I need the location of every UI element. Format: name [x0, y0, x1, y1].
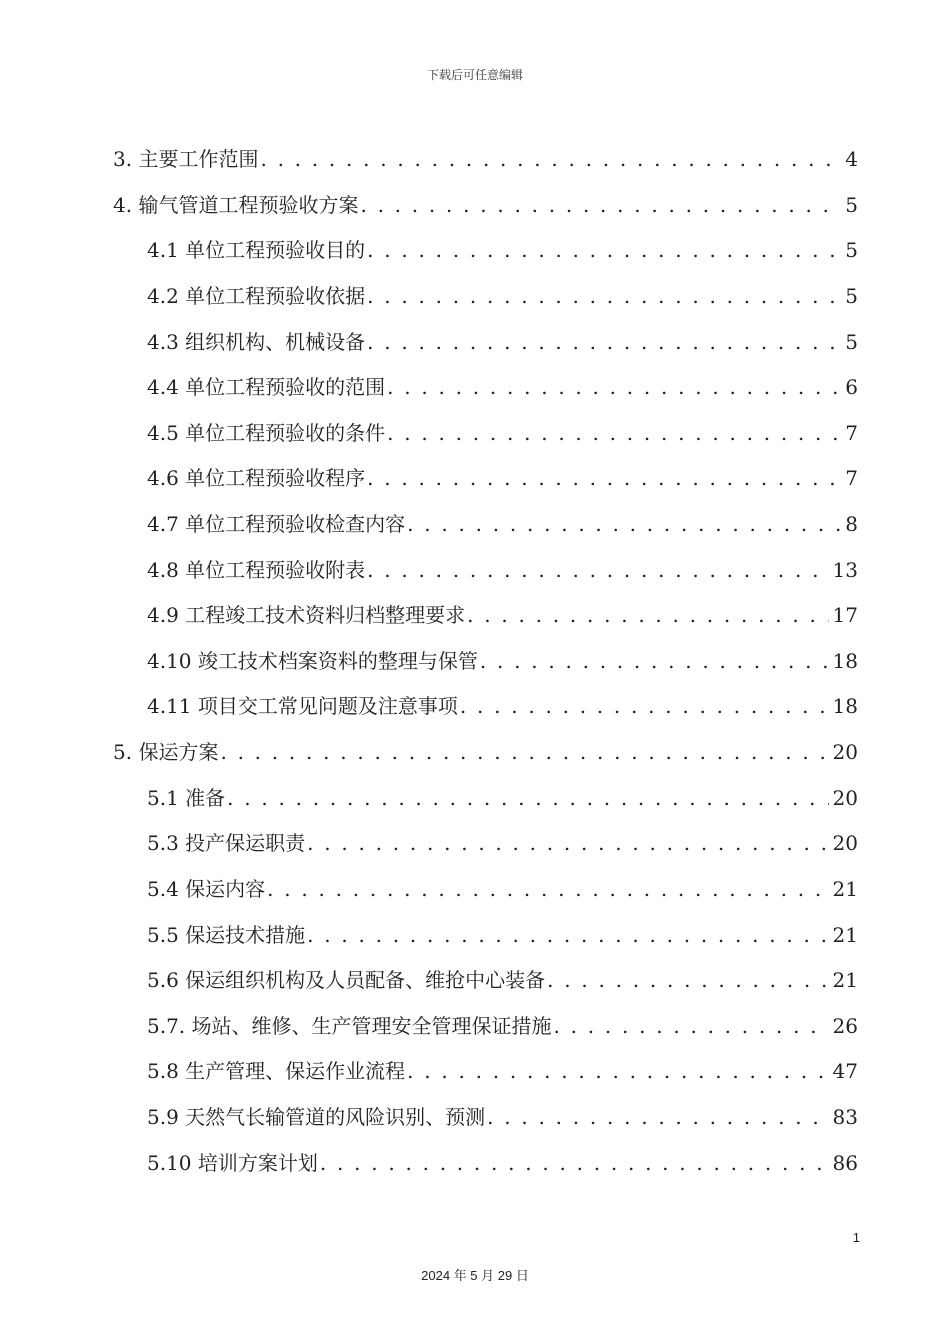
- toc-dot-leader: [367, 236, 841, 264]
- toc-entry-page: 8: [845, 512, 858, 536]
- toc-entry-label: 5.4 保运内容: [147, 877, 266, 901]
- toc-entry-label: 4.11 项目交工常见问题及注意事项: [147, 694, 458, 718]
- toc-entry-page: 21: [832, 923, 858, 947]
- toc-entry-label: 4.2 单位工程预验收依据: [147, 284, 366, 308]
- toc-dot-leader: [367, 464, 841, 492]
- toc-entry-page: 18: [832, 694, 858, 718]
- toc-dot-leader: [360, 191, 841, 219]
- toc-entry-page: 7: [845, 466, 858, 490]
- toc-dot-leader: [307, 829, 828, 857]
- toc-entry-page: 6: [845, 375, 858, 399]
- toc-entry-label: 5.7. 场站、维修、生产管理安全管理保证措施: [147, 1014, 552, 1038]
- page-number: 1: [852, 1230, 860, 1245]
- toc-entry-4-6[interactable]: [147, 464, 858, 492]
- toc-entry-label: 4.10 竣工技术档案资料的整理与保管: [147, 649, 478, 673]
- toc-dot-leader: [480, 647, 829, 675]
- toc-entry-4-10[interactable]: [147, 647, 858, 675]
- toc-entry-4[interactable]: [113, 191, 858, 219]
- toc-entry-5-4[interactable]: [147, 875, 858, 903]
- toc-entry-5-7[interactable]: [147, 1012, 858, 1040]
- toc-dot-leader: [320, 1149, 829, 1177]
- toc-entry-page: 83: [832, 1105, 858, 1129]
- toc-entry-label: 4.9 工程竣工技术资料归档整理要求: [147, 603, 466, 627]
- toc-entry-page: 20: [832, 831, 858, 855]
- toc-entry-page: 5: [845, 330, 858, 354]
- toc-dot-leader: [547, 966, 828, 994]
- toc-entry-5-9[interactable]: [147, 1103, 858, 1131]
- toc-entry-page: 13: [832, 558, 858, 582]
- toc-entry-4-7[interactable]: [147, 510, 858, 538]
- toc-entry-5-5[interactable]: [147, 921, 858, 949]
- toc-dot-leader: [487, 1103, 828, 1131]
- toc-dot-leader: [307, 921, 828, 949]
- toc-entry-label: 5.6 保运组织机构及人员配备、维抢中心装备: [147, 968, 546, 992]
- toc-entry-label: 4.1 单位工程预验收目的: [147, 238, 366, 262]
- toc-entry-page: 86: [832, 1151, 858, 1175]
- toc-entry-5-10[interactable]: [147, 1149, 858, 1177]
- toc-entry-4-5[interactable]: [147, 419, 858, 447]
- toc-dot-leader: [407, 1057, 828, 1085]
- toc-entry-5-1[interactable]: [147, 784, 858, 812]
- toc-entry-5[interactable]: [113, 738, 858, 766]
- toc-entry-5-3[interactable]: [147, 829, 858, 857]
- toc-entry-label: 3. 主要工作范围: [113, 147, 259, 171]
- toc-entry-label: 5. 保运方案: [113, 740, 219, 764]
- toc-entry-label: 4.3 组织机构、机械设备: [147, 330, 366, 354]
- toc-entry-page: 21: [832, 877, 858, 901]
- toc-entry-page: 4: [845, 147, 858, 171]
- toc-entry-label: 5.1 准备: [147, 786, 226, 810]
- toc-entry-label: 4.7 单位工程预验收检查内容: [147, 512, 406, 536]
- toc-entry-label: 5.10 培训方案计划: [147, 1151, 318, 1175]
- toc-entry-5-6[interactable]: [147, 966, 858, 994]
- toc-entry-label: 4.5 单位工程预验收的条件: [147, 421, 386, 445]
- toc-entry-4-11[interactable]: [147, 692, 858, 720]
- toc-entry-label: 4.8 单位工程预验收附表: [147, 558, 366, 582]
- toc-entry-label: 4. 输气管道工程预验收方案: [113, 193, 359, 217]
- toc-dot-leader: [387, 373, 841, 401]
- toc-entry-page: 26: [832, 1014, 858, 1038]
- toc-dot-leader: [227, 784, 828, 812]
- page-footer-date: 2024 年 5 月 29 日: [421, 1268, 529, 1283]
- toc-dot-leader: [460, 692, 829, 720]
- toc-entry-page: 21: [832, 968, 858, 992]
- toc-entry-page: 47: [832, 1059, 858, 1083]
- toc-entry-label: 5.5 保运技术措施: [147, 923, 306, 947]
- toc-entry-label: 4.6 单位工程预验收程序: [147, 466, 366, 490]
- toc-dot-leader: [554, 1012, 829, 1040]
- toc-entry-4-2[interactable]: [147, 282, 858, 310]
- toc-entry-page: 7: [845, 421, 858, 445]
- toc-entry-page: 20: [832, 740, 858, 764]
- toc-entry-page: 18: [832, 649, 858, 673]
- toc-dot-leader: [260, 145, 841, 173]
- toc-entry-label: 5.3 投产保运职责: [147, 831, 306, 855]
- toc-entry-4-4[interactable]: [147, 373, 858, 401]
- toc-dot-leader: [467, 601, 828, 629]
- toc-entry-page: 5: [845, 284, 858, 308]
- toc-entry-page: 20: [832, 786, 858, 810]
- toc-dot-leader: [387, 419, 841, 447]
- toc-entry-label: 5.9 天然气长输管道的风险识别、预测: [147, 1105, 486, 1129]
- toc-dot-leader: [407, 510, 841, 538]
- toc-entry-4-8[interactable]: [147, 556, 858, 584]
- toc-entry-page: 17: [832, 603, 858, 627]
- toc-entry-4-9[interactable]: [147, 601, 858, 629]
- toc-dot-leader: [367, 556, 828, 584]
- toc-entry-4-3[interactable]: [147, 328, 858, 356]
- toc-entry-label: 5.8 生产管理、保运作业流程: [147, 1059, 406, 1083]
- toc-entry-label: 4.4 单位工程预验收的范围: [147, 375, 386, 399]
- toc-entry-page: 5: [845, 193, 858, 217]
- toc-entry-5-8[interactable]: [147, 1057, 858, 1085]
- toc-dot-leader: [267, 875, 828, 903]
- toc-entry-page: 5: [845, 238, 858, 262]
- toc-dot-leader: [367, 282, 841, 310]
- toc-entry-4-1[interactable]: [147, 236, 858, 264]
- toc-dot-leader: [367, 328, 841, 356]
- page-header: 下载后可任意编辑: [426, 68, 523, 82]
- toc-dot-leader: [220, 738, 828, 766]
- toc-entry-3[interactable]: [113, 145, 858, 173]
